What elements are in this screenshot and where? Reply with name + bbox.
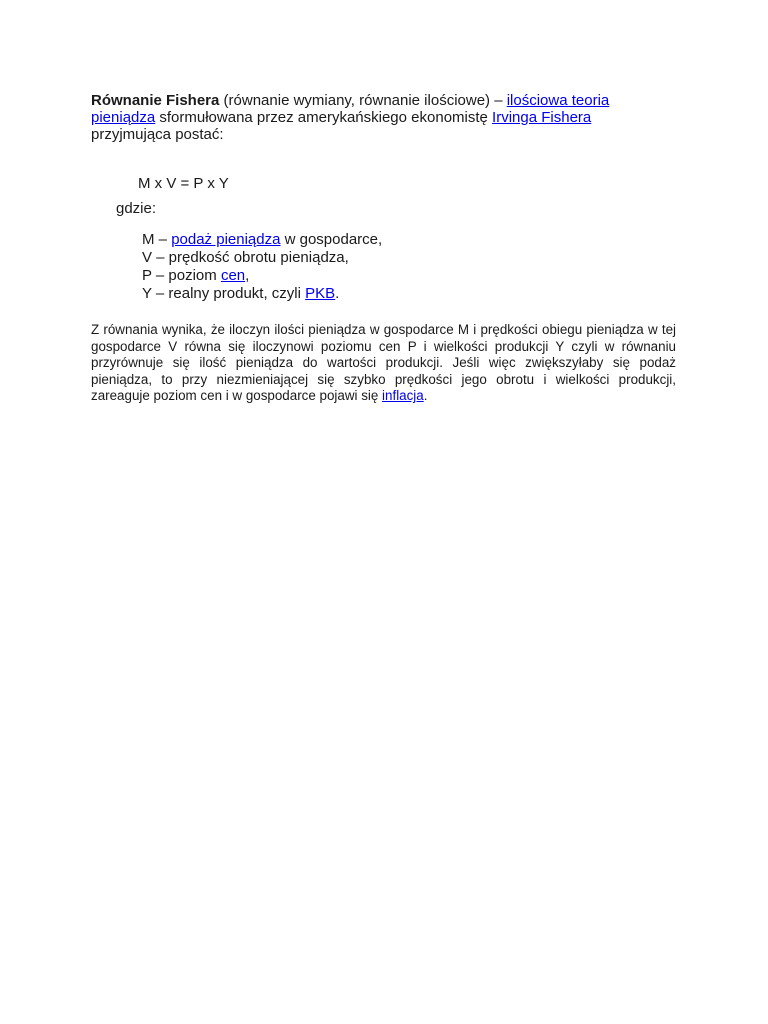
- where-label: gdzie:: [116, 200, 157, 217]
- definition-suffix: .: [335, 285, 340, 302]
- definition-prefix: Y – realny produkt, czyli: [142, 285, 306, 302]
- link-gdp[interactable]: PKB: [305, 285, 336, 302]
- link-irving-fisher[interactable]: Irvinga Fishera: [492, 109, 592, 126]
- link-prices[interactable]: cen: [220, 267, 246, 284]
- explanation-end: .: [423, 388, 428, 404]
- definition-suffix: ,: [245, 267, 250, 284]
- definition-list: [142, 231, 382, 303]
- term-heading: Równanie Fishera: [91, 92, 220, 109]
- definition-item-y: [142, 285, 382, 303]
- fisher-formula: M x V = P x Y: [138, 175, 229, 192]
- link-quantity-theory[interactable]: ilościowa teoria pieniądza: [91, 92, 610, 126]
- definition-item-v: [142, 249, 382, 267]
- explanation-text: Z równania wynika, że iloczyn ilości pieniądza w gospodarce M i prędkości obiegu pieniądza w tej gospodarce V równa się iloczynowi poziomu cen P i wielkości produkcji Y czyli w równaniu przyrównuje się ilość pieniądza do wartości produkcji. Jeśli więc zwiększyłaby się podaż pieniądza, to przy niezmieniającej się szybko prędkości jego obrotu i wielkości produkcji, zareaguje poziom cen i w gospodarce pojawi się: [91, 322, 676, 404]
- definition-item-p: [142, 267, 382, 285]
- definition-prefix: P – poziom: [142, 267, 221, 284]
- explanation-paragraph: [91, 322, 676, 405]
- definition-item-m: [142, 231, 382, 249]
- term-aliases: (równanie wymiany, równanie ilościowe) –: [219, 92, 507, 109]
- intro-paragraph: [91, 92, 651, 143]
- definition-prefix: V – prędkość obrotu pieniądza,: [142, 249, 349, 266]
- link-inflation[interactable]: inflacja: [382, 388, 424, 404]
- definition-suffix: w gospodarce,: [280, 231, 383, 248]
- intro-mid-text: sformułowana przez amerykańskiego ekonomistę: [155, 109, 493, 126]
- intro-end-text: przyjmująca postać:: [91, 126, 224, 143]
- link-money-supply[interactable]: podaż pieniądza: [171, 231, 281, 248]
- definition-prefix: M –: [142, 231, 172, 248]
